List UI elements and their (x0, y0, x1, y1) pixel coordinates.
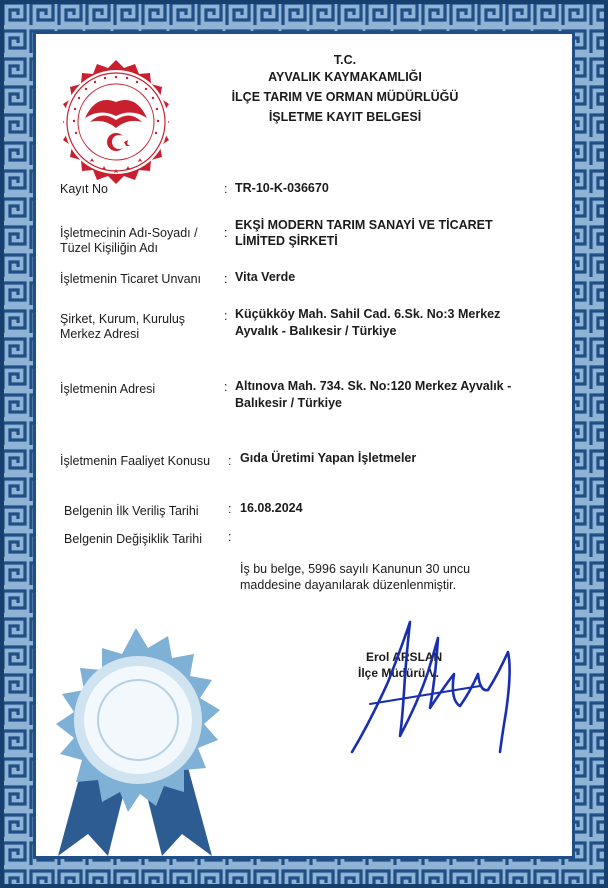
header-mudurluk: İLÇE TARIM VE ORMAN MÜDÜRLÜĞÜ (231, 90, 459, 104)
degisiklik-label: Belgenin Değişiklik Tarihi (64, 532, 203, 546)
ilk-verilis-label: Belgenin İlk Veriliş Tarihi (64, 504, 199, 518)
merkez-adresi-value-2: Ayvalık - Balıkesir / Türkiye (235, 324, 397, 338)
isletme-adresi-label: İşletmenin Adresi (60, 382, 156, 396)
colon: : (224, 182, 228, 196)
kayit-no-label: Kayıt No (60, 182, 108, 196)
isletme-adresi-value-2: Balıkesir / Türkiye (235, 396, 343, 410)
signatory-title: İlçe Müdürü V. (358, 666, 439, 680)
colon: : (224, 272, 228, 286)
colon: : (228, 454, 232, 468)
colon: : (224, 226, 228, 240)
colon: : (224, 309, 228, 323)
adi-soyadi-label-1: İşletmecinin Adı-Soyadı / (60, 226, 198, 240)
adi-soyadi-label-2: Tüzel Kişiliğin Adı (60, 241, 158, 255)
ilk-verilis-value: 16.08.2024 (240, 501, 303, 515)
signatory-name: Erol ARSLAN (366, 650, 443, 664)
kayit-no-value: TR-10-K-036670 (235, 181, 329, 195)
adi-soyadi-value-2: LİMİTED ŞİRKETİ (235, 234, 338, 248)
faaliyet-konusu-label: İşletmenin Faaliyet Konusu (60, 454, 211, 468)
isletme-adresi-value-1: Altınova Mah. 734. Sk. No:120 Merkez Ayvalık - (235, 379, 512, 393)
merkez-adresi-label-1: Şirket, Kurum, Kuruluş (60, 312, 186, 326)
adi-soyadi-value-1: EKŞİ MODERN TARIM SANAYİ VE TİCARET (235, 218, 493, 232)
header-kaymakamlik: AYVALIK KAYMAKAMLIĞI (268, 70, 422, 84)
merkez-adresi-label-2: Merkez Adresi (60, 327, 140, 341)
ticaret-unvani-label: İşletmenin Ticaret Unvanı (60, 272, 202, 286)
ticaret-unvani-value: Vita Verde (235, 270, 296, 284)
header-document-title: İŞLETME KAYIT BELGESİ (268, 110, 422, 124)
rosette-seal (36, 620, 236, 856)
statement-line-1: İş bu belge, 5996 sayılı Kanunun 30 uncu (240, 562, 471, 576)
colon: : (228, 502, 232, 516)
header-tc: T.C. (333, 53, 357, 67)
colon: : (224, 380, 228, 394)
handwritten-signature (330, 612, 530, 762)
statement-line-2: maddesine dayanılarak düzenlenmiştir. (240, 578, 457, 592)
colon: : (228, 530, 232, 544)
ministry-seal-logo (52, 58, 180, 188)
faaliyet-konusu-value: Gıda Üretimi Yapan İşletmeler (240, 451, 417, 465)
merkez-adresi-value-1: Küçükköy Mah. Sahil Cad. 6.Sk. No:3 Merkez (235, 307, 501, 321)
